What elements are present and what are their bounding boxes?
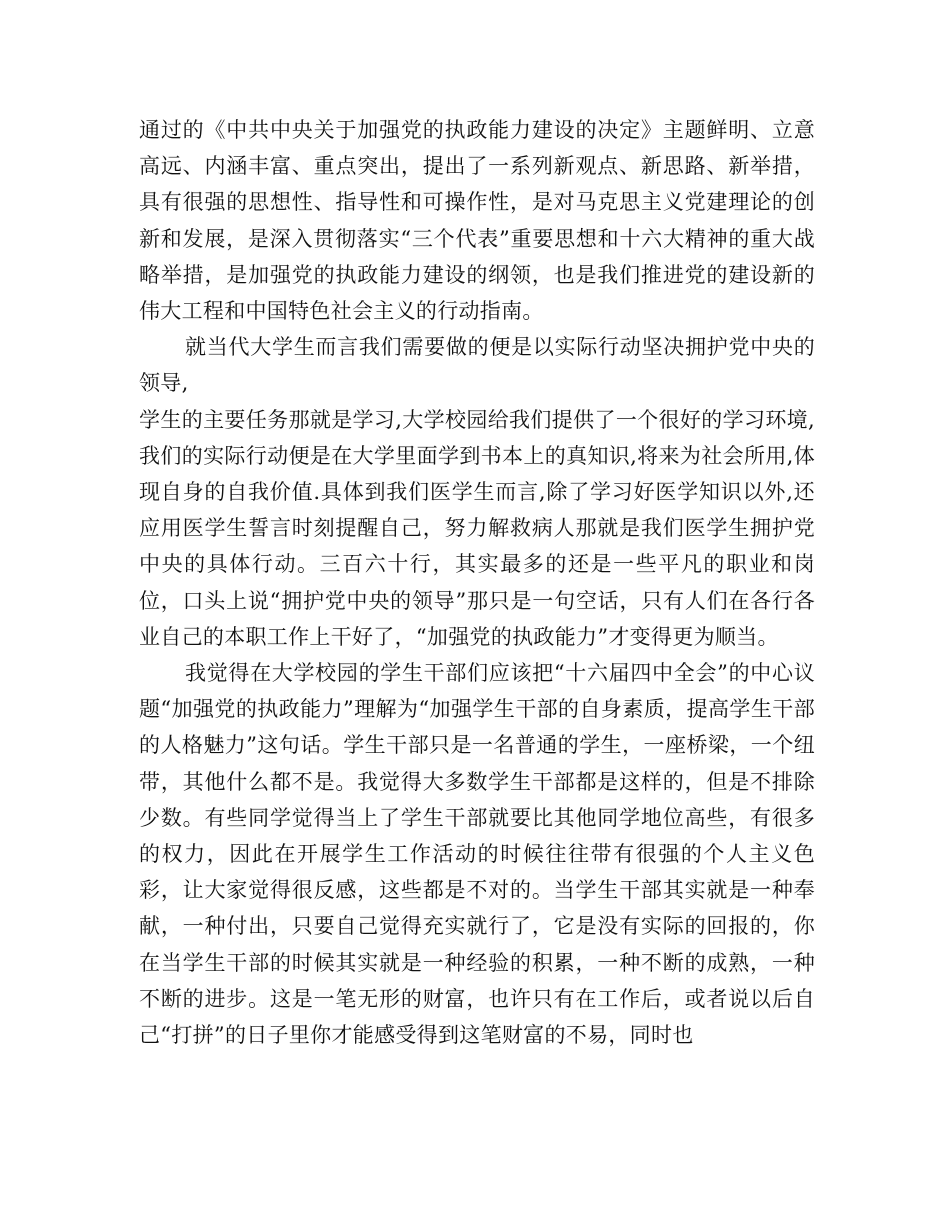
paragraph-2: 就当代大学生而言我们需要做的便是以实际行动坚决拥护党中央的领导, (139, 335, 815, 396)
paragraph-4: 我觉得在大学校园的学生干部们应该把“十六届四中全会”的中心议题“加强党的执政能力”理解为“加强学生干部的自身素质，提高学生干部的人格魅力”这句话。学生干部只是一名普通的学生，一座桥梁，一个纽带，其他什么都不是。我觉得大多数学生干部都是这样的，但是不排除少数。有些同学觉得当上了学生干部就要比其他同学地位高些，有很多的权力，因此在开展学生工作活动的时候往往带有很强的个人主义色彩，让大家觉得很反感，这些都是不对的。当学生干部其实就是一种奉献，一种付出，只要自己觉得充实就行了，它是没有实际的回报的，你在当学生干部的时候其实就是一种经验的积累，一种不断的成熟，一种不断的进步。这是一笔无形的财富，也许只有在工作后，或者说以后自己“打拼”的日子里你才能感受得到这笔财富的不易，同时也 (139, 661, 815, 1048)
body-text (139, 112, 815, 1053)
paragraph-1: 通过的《中共中央关于加强党的执政能力建设的决定》主题鲜明、立意高远、内涵丰富、重点突出，提出了一系列新观点、新思路、新举措，具有很强的思想性、指导性和可操作性，是对马克思主义党建理论的创新和发展，是深入贯彻落实“三个代表”重要思想和十六大精神的重大战略举措，是加强党的执政能力建设的纲领，也是我们推进党的建设新的伟大工程和中国特色社会主义的行动指南。 (139, 118, 815, 324)
paragraph-3: 学生的主要任务那就是学习,大学校园给我们提供了一个很好的学习环境,我们的实际行动便是在大学里面学到书本上的真知识,将来为社会所用,体现自身的自我价值.具体到我们医学生而言,除了学习好医学知识以外,还应用医学生誓言时刻提醒自己，努力解救病人那就是我们医学生拥护党中央的具体行动。三百六十行，其实最多的还是一些平凡的职业和岗位，口头上说“拥护党中央的领导”那只是一句空话，只有人们在各行各业自己的本职工作上干好了，“加强党的执政能力”才变得更为顺当。 (139, 407, 815, 649)
